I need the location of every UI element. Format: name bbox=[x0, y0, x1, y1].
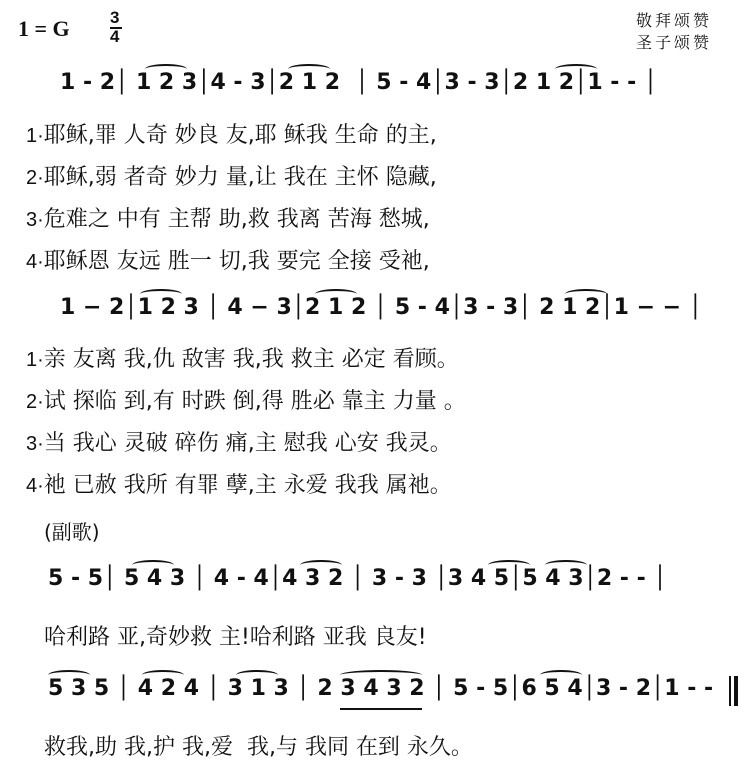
chorus-notation-line-1: 5 - 5│ 5 4 3 │ 4 - 4│4 3 2 │ 3 - 3 │3 4 5│5 4 3│2 - - │ bbox=[48, 566, 667, 591]
slur-mark bbox=[288, 64, 330, 74]
notation-line-1: 1 - 2│ 1 2 3│4 - 3│2 1 2 │ 5 - 4│3 - 3│2 1 2│1 - - │ bbox=[60, 70, 658, 95]
lyric-line: 2·试 探临 到,有 时跌 倒,得 胜必 靠主 力量 。 bbox=[26, 389, 466, 414]
slur-mark bbox=[132, 560, 174, 570]
chorus-lyric-line-1: 哈利路 亚,奇妙救 主!哈利路 亚我 良友! bbox=[44, 625, 427, 650]
slur-mark bbox=[48, 670, 90, 680]
slur-mark bbox=[488, 560, 530, 570]
time-signature-top: 3 bbox=[110, 8, 120, 27]
lyric-line: 1·亲 友离 我,仇 敌害 我,我 救主 必定 看顾。 bbox=[26, 347, 459, 372]
category-tag-1: 敬拜颂赞 bbox=[635, 11, 712, 30]
lyric-line: 1·耶稣,罪 人奇 妙良 友,耶 稣我 生命 的主, bbox=[26, 123, 437, 148]
slur-mark bbox=[140, 289, 182, 299]
lyric-line: 3·危难之 中有 主帮 助,救 我离 苦海 愁城, bbox=[26, 207, 430, 232]
final-barline-thin bbox=[729, 676, 731, 706]
slur-mark bbox=[142, 670, 184, 680]
underline-mark bbox=[340, 708, 422, 710]
slur-mark bbox=[236, 670, 278, 680]
lyric-line: 4·祂 已赦 我所 有罪 孽,主 永爱 我我 属祂。 bbox=[26, 473, 452, 498]
chorus-label: (副歌) bbox=[44, 520, 100, 544]
key-signature: 1 = G bbox=[18, 16, 70, 41]
slur-mark bbox=[300, 560, 342, 570]
slur-mark bbox=[145, 64, 187, 74]
chorus-lyric-line-2: 救我,助 我,护 我,爱 我,与 我同 在到 永久。 bbox=[44, 735, 473, 760]
slur-mark bbox=[540, 670, 582, 680]
lyric-line: 2·耶稣,弱 者奇 妙力 量,让 我在 主怀 隐藏, bbox=[26, 165, 437, 190]
slur-mark bbox=[555, 64, 597, 74]
chorus-notation-line-2: 5 3 5 │ 4 2 4 │ 3 1 3 │ 2 3 4 3 2 │ 5 - 5│6 5 4│3 - 2│1 - - bbox=[48, 676, 714, 701]
slur-mark bbox=[340, 670, 422, 680]
slur-mark bbox=[565, 289, 607, 299]
lyric-line: 3·当 我心 灵破 碎伤 痛,主 慰我 心安 我灵。 bbox=[26, 431, 452, 456]
slur-mark bbox=[315, 289, 357, 299]
time-signature-bottom: 4 bbox=[110, 27, 120, 46]
slur-mark bbox=[545, 560, 587, 570]
notation-line-2: 1 − 2│1 2 3 │ 4 − 3│2 1 2 │ 5 - 4│3 - 3│ 2 1 2│1 − − │ bbox=[60, 295, 702, 320]
final-barline-thick bbox=[734, 676, 738, 706]
lyric-line: 4·耶稣恩 友远 胜一 切,我 要完 全接 受祂, bbox=[26, 249, 430, 274]
category-tag-2: 圣子颂赞 bbox=[635, 33, 712, 52]
